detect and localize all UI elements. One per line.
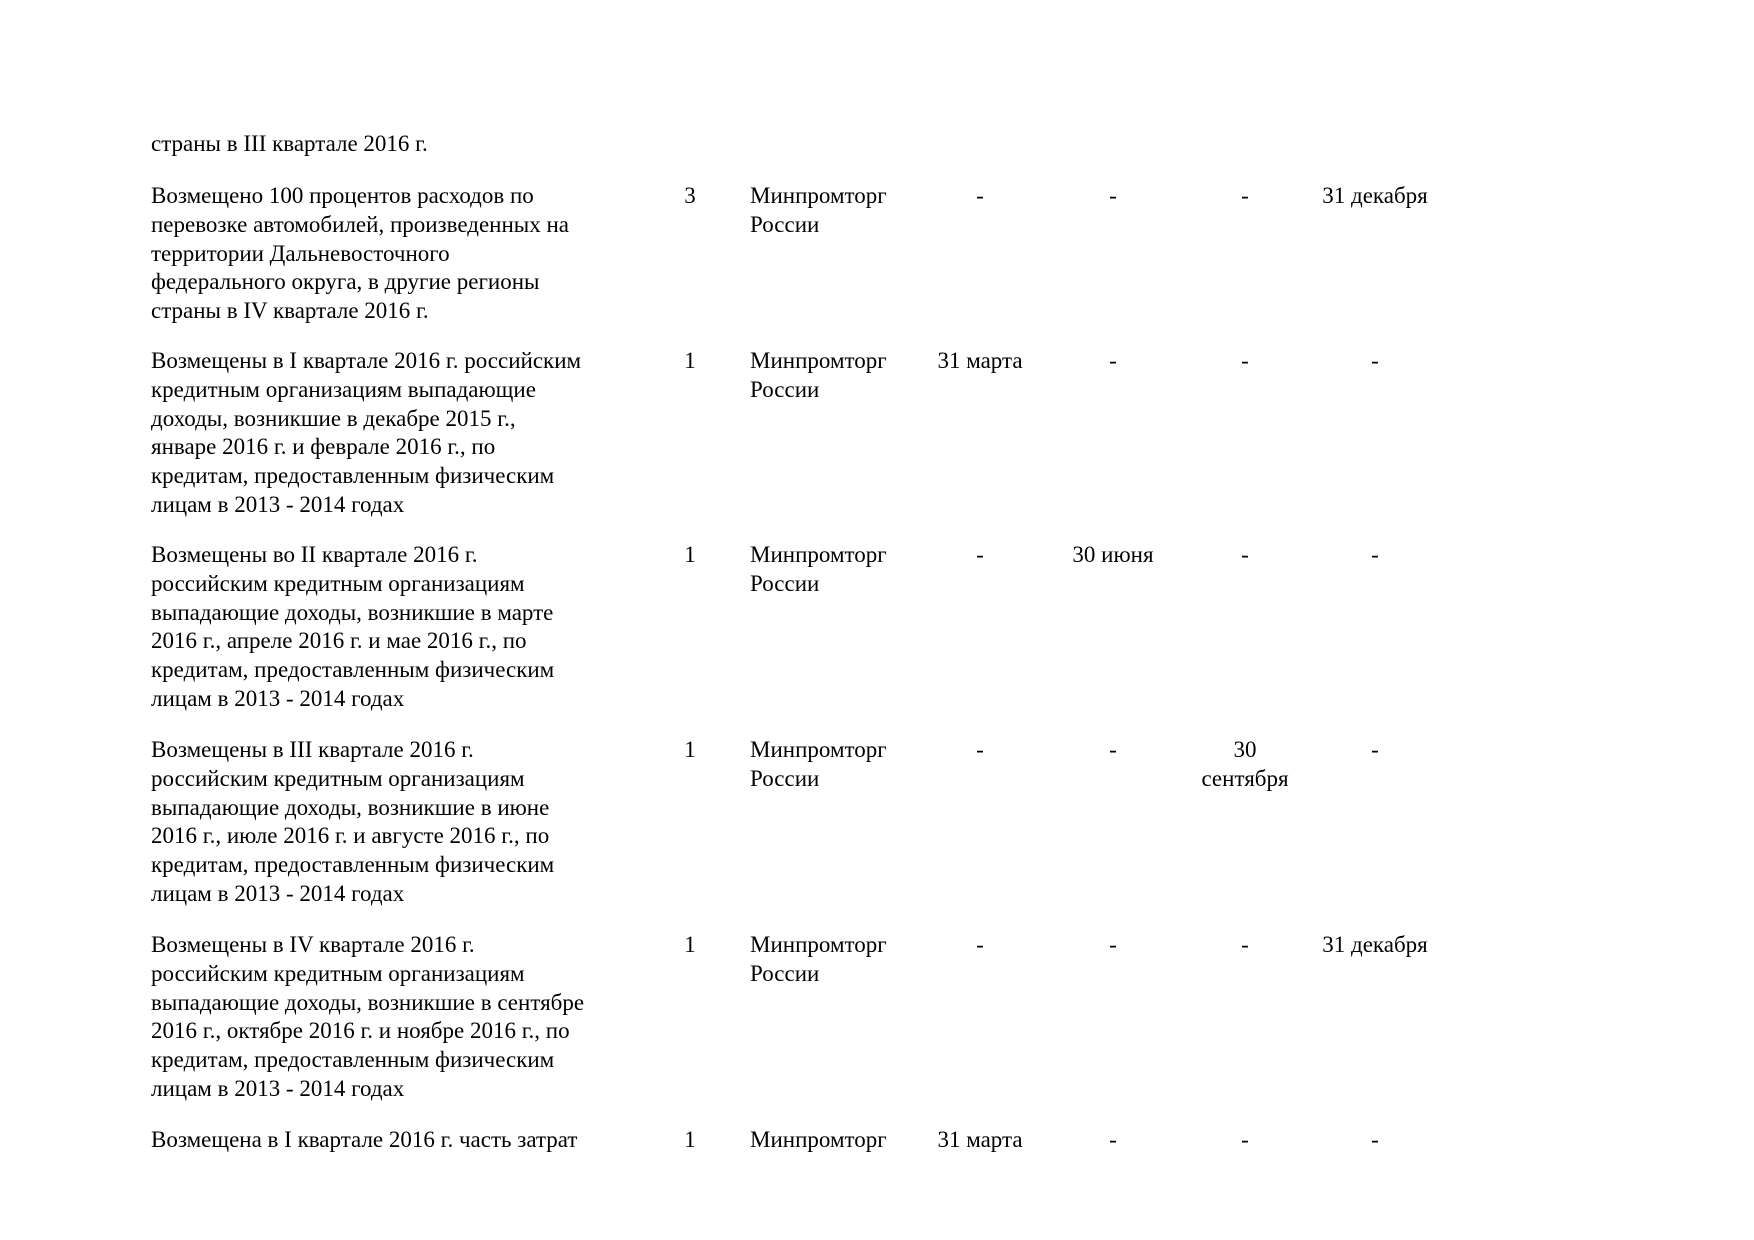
row-1-q1: - (976, 183, 984, 208)
row-5-description: Возмещены в IV квартале 2016 г. российским кредитным организациям выпадающие доходы, возникшие в сентябре 2016 г., октябре 2016 г. и ноябре 2016 г., по кредитам, предоставленным физическим лицам в 2013 - 2014 годах (151, 932, 585, 1101)
row-4-q4: - (1371, 737, 1379, 762)
row-5-q2: - (1109, 932, 1117, 957)
row-3-description: Возмещены во II квартале 2016 г. российским кредитным организациям выпадающие доходы, возникшие в марте 2016 г., апреле 2016 г. и мае 2016 г., по кредитам, предоставленным физическим лицам в 2013 - 2014 годах (151, 542, 555, 711)
row-4-q1: - (976, 737, 984, 762)
row-5-q3: - (1241, 932, 1249, 957)
row-3-responsible: Минпромторг России (750, 542, 887, 596)
row-2-description: Возмещены в I квартале 2016 г. российским кредитным организациям выпадающие доходы, возникшие в декабре 2015 г., январе 2016 г. и феврале 2016 г., по кредитам, предоставленным физическим лицам в 2013 - 2014 годах (151, 348, 582, 517)
row-6-description: Возмещена в I квартале 2016 г. часть затрат (151, 1127, 578, 1152)
row-5-q1: - (976, 932, 984, 957)
carryover-line: страны в III квартале 2016 г. (151, 131, 428, 156)
row-2-q1: 31 марта (937, 348, 1023, 373)
row-3-q2: 30 июня (1072, 542, 1154, 567)
row-6-q2: - (1109, 1127, 1117, 1152)
row-4-q2: - (1109, 737, 1117, 762)
row-6-q1: 31 марта (937, 1127, 1023, 1152)
row-2-count: 1 (684, 348, 696, 373)
row-6-count: 1 (684, 1127, 696, 1152)
row-5-responsible: Минпромторг России (750, 932, 887, 986)
row-1-responsible: Минпромторг России (750, 183, 887, 237)
row-1-q3: - (1241, 183, 1249, 208)
row-6-responsible: Минпромторг (750, 1127, 887, 1152)
row-4-count: 1 (684, 737, 696, 762)
row-4-q3: 30 сентября (1201, 737, 1289, 791)
row-1-q2: - (1109, 183, 1117, 208)
row-1-description: Возмещено 100 процентов расходов по перевозке автомобилей, произведенных на территории Дальневосточного федерального округа, в другие регионы страны в IV квартале 2016 г. (151, 183, 570, 324)
row-1-q4: 31 декабря (1322, 183, 1428, 208)
row-1-count: 3 (684, 183, 696, 208)
row-2-responsible: Минпромторг России (750, 348, 887, 402)
row-6-q3: - (1241, 1127, 1249, 1152)
row-4-responsible: Минпромторг России (750, 737, 887, 791)
row-3-count: 1 (684, 542, 696, 567)
row-3-q3: - (1241, 542, 1249, 567)
row-5-count: 1 (684, 932, 696, 957)
row-2-q3: - (1241, 348, 1249, 373)
row-5-q4: 31 декабря (1322, 932, 1428, 957)
row-3-q4: - (1371, 542, 1379, 567)
row-6-q4: - (1371, 1127, 1379, 1152)
row-2-q4: - (1371, 348, 1379, 373)
row-3-q1: - (976, 542, 984, 567)
row-2-q2: - (1109, 348, 1117, 373)
row-4-description: Возмещены в III квартале 2016 г. российским кредитным организациям выпадающие доходы, возникшие в июне 2016 г., июле 2016 г. и августе 2016 г., по кредитам, предоставленным физическим лицам в 2013 - 2014 годах (151, 737, 555, 906)
